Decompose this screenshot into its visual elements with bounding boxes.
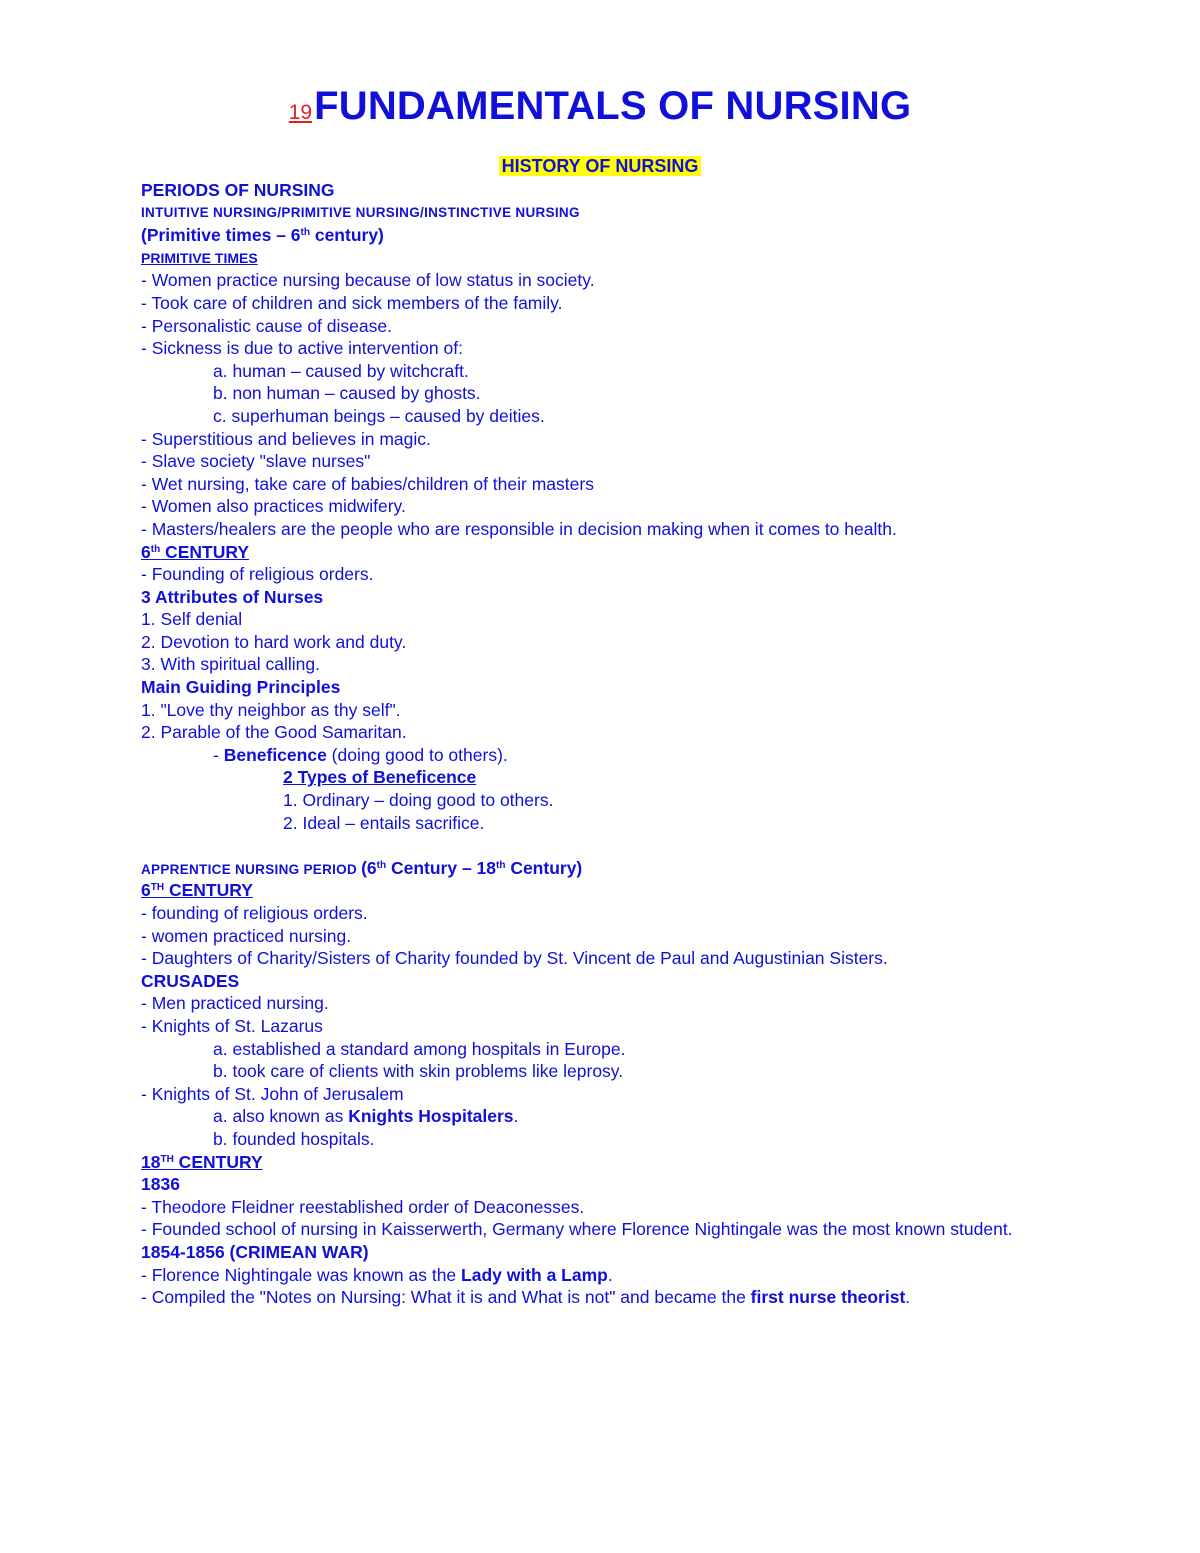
sixth-heading-sup: th	[150, 543, 161, 555]
list-item: 3. With spiritual calling.	[141, 654, 320, 675]
subtitle-block	[0, 156, 1200, 177]
eighteenth-heading-sup: TH	[160, 1153, 174, 1165]
sub-list-item: a. established a standard among hospitals in Europe.	[213, 1038, 626, 1059]
list-item: - founding of religious orders.	[141, 903, 368, 923]
sub-list-item: b. non human – caused by ghosts.	[213, 383, 481, 404]
periods-heading: PERIODS OF NURSING	[141, 180, 335, 200]
list-item: - Knights of St. John of Jerusalem	[141, 1083, 404, 1104]
beneficence-term: Beneficence	[223, 744, 327, 765]
eighteenth-heading-rest: CENTURY	[173, 1151, 263, 1172]
apprentice-century-num: 6	[141, 880, 151, 901]
intuitive-heading: INTUITIVE NURSING/PRIMITIVE NURSING/INSTINCTIVE NURSING	[141, 204, 580, 220]
sixth-heading-rest: CENTURY	[160, 541, 249, 562]
apprentice-range-sup1: th	[376, 859, 387, 871]
sub-list-item: 1. Ordinary – doing good to others.	[283, 790, 554, 811]
list-item: 2. Devotion to hard work and duty.	[141, 631, 407, 652]
sixth-century-heading	[141, 541, 1101, 564]
list-item: - Men practiced nursing.	[141, 993, 329, 1014]
sixth-heading-num: 6	[141, 541, 151, 562]
page-subtitle: HISTORY OF NURSING	[499, 156, 702, 176]
list-item: - Sickness is due to active intervention of:	[141, 338, 463, 359]
apprentice-range-c: Century)	[505, 857, 583, 878]
list-item: - Personalistic cause of disease.	[141, 315, 392, 336]
primitive-times-heading: PRIMITIVE TIMES	[141, 249, 258, 266]
primitive-range	[141, 224, 1101, 247]
list-item: - Slave society "slave nurses"	[141, 451, 371, 472]
principles-heading: Main Guiding Principles	[141, 677, 341, 698]
list-item: - Founding of religious orders.	[141, 564, 374, 585]
spacer	[141, 834, 1101, 857]
document-body	[141, 179, 1101, 1309]
primitive-range-a: (Primitive times – 6	[141, 225, 301, 246]
eighteenth-century-heading	[141, 1151, 1101, 1174]
sub-list-item	[141, 1105, 1101, 1128]
fn-prefix: - Florence Nightingale was known as the	[141, 1264, 462, 1285]
apprentice-range-a: (6	[361, 857, 377, 878]
page-number: 19	[288, 101, 313, 124]
primitive-range-sup: th	[300, 227, 310, 239]
john-sub-a-suffix: .	[513, 1106, 519, 1127]
sub-list-item: a. human – caused by witchcraft.	[213, 360, 469, 381]
list-item: - Women also practices midwifery.	[141, 496, 406, 517]
list-item: - Women practice nursing because of low status in society.	[141, 270, 595, 291]
list-item: - women practiced nursing.	[141, 925, 352, 946]
apprentice-range-b: Century – 18	[386, 857, 496, 878]
primitive-range-b: century)	[309, 225, 384, 246]
sub-list-item: b. founded hospitals.	[213, 1128, 375, 1149]
list-item: - Founded school of nursing in Kaisserwerth, Germany where Florence Nightingale was the most known student.	[141, 1219, 1013, 1240]
first-nurse-theorist-term: first nurse theorist	[750, 1287, 906, 1308]
apprentice-range-sup2: th	[496, 859, 506, 871]
list-item: 2. Parable of the Good Samaritan.	[141, 722, 407, 743]
types-heading: 2 Types of Beneficence	[283, 767, 477, 788]
knights-hospitalers-term: Knights Hospitalers	[348, 1106, 514, 1127]
sub-list-item: c. superhuman beings – caused by deities.	[213, 405, 545, 426]
list-item: - Theodore Fleidner reestablished order of Deaconesses.	[141, 1196, 585, 1217]
fn-suffix: .	[607, 1264, 613, 1285]
apprentice-century-heading	[141, 879, 1101, 902]
list-item	[141, 1286, 1101, 1309]
attributes-heading: 3 Attributes of Nurses	[141, 586, 324, 607]
sub-list-item: 2. Ideal – entails sacrifice.	[283, 812, 485, 833]
apprentice-heading	[141, 857, 1101, 880]
apprentice-heading-text: APPRENTICE NURSING PERIOD	[141, 861, 362, 877]
list-item: 1. "Love thy neighbor as thy self".	[141, 699, 401, 720]
beneficence-rest: (doing good to others).	[326, 744, 508, 765]
list-item: 1. Self denial	[141, 609, 243, 630]
crimean-war-heading: 1854-1856 (CRIMEAN WAR)	[141, 1241, 369, 1262]
notes-prefix: - Compiled the "Notes on Nursing: What it is and What is not" and became the	[141, 1287, 751, 1308]
lady-with-lamp-term: Lady with a Lamp	[461, 1264, 608, 1285]
list-item: - Wet nursing, take care of babies/children of their masters	[141, 473, 594, 494]
list-item: - Masters/healers are the people who are responsible in decision making when it comes to health.	[141, 518, 897, 539]
list-item: - Took care of children and sick members of the family.	[141, 292, 563, 313]
beneficence-prefix: -	[213, 744, 224, 765]
apprentice-century-rest: CENTURY	[164, 880, 253, 901]
sub-list-item: b. took care of clients with skin problems like leprosy.	[213, 1061, 624, 1082]
john-sub-a-prefix: a. also known as	[213, 1106, 349, 1127]
list-item: - Superstitious and believes in magic.	[141, 428, 431, 449]
year-1836-heading: 1836	[141, 1174, 180, 1195]
list-item: - Daughters of Charity/Sisters of Charity founded by St. Vincent de Paul and Augustinian Sisters.	[141, 948, 888, 969]
eighteenth-heading-num: 18	[141, 1151, 161, 1172]
crusades-heading: CRUSADES	[141, 970, 240, 991]
beneficence-line	[141, 744, 1101, 767]
page-title: FUNDAMENTALS OF NURSING	[314, 84, 912, 128]
list-item: - Knights of St. Lazarus	[141, 1015, 323, 1036]
apprentice-century-sup: TH	[150, 882, 165, 894]
list-item	[141, 1264, 1101, 1287]
title-block	[0, 84, 1200, 129]
notes-suffix: .	[905, 1287, 911, 1308]
